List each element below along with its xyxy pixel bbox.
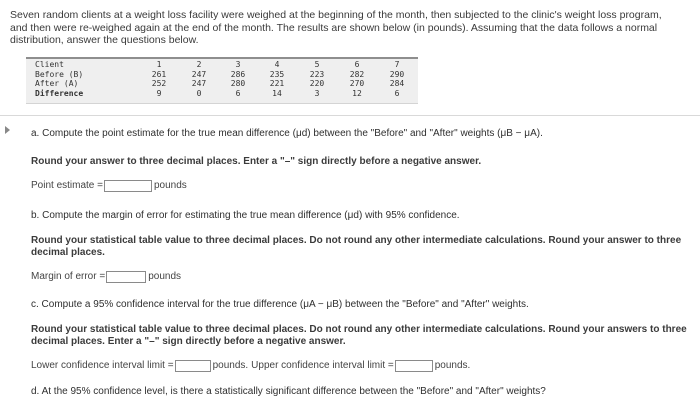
cell-after: 221 bbox=[269, 79, 285, 89]
upper-limit-unit: pounds. bbox=[434, 360, 471, 371]
cell-before: 223 bbox=[309, 69, 325, 79]
row-label-before: Before (B) bbox=[35, 69, 84, 79]
lower-limit-unit: pounds. bbox=[212, 360, 249, 371]
cell-after: 280 bbox=[230, 79, 246, 89]
data-table bbox=[26, 57, 418, 104]
section-divider bbox=[0, 115, 700, 116]
row-label-after: After (A) bbox=[35, 79, 79, 89]
part-c-instruction: Round your statistical table value to three decimal places. Do not round any other intermediate calculations. Round your answers to three decimal places. Enter a "–" sign directly before a negative answer. bbox=[31, 324, 687, 347]
expand-arrow-icon[interactable] bbox=[5, 126, 10, 134]
cell-after: 220 bbox=[309, 79, 325, 89]
part-b-question: b. Compute the margin of error for estimating the true mean difference (μd) with 95% confidence. bbox=[31, 210, 460, 221]
cell-after: 270 bbox=[349, 79, 365, 89]
part-d-question: d. At the 95% confidence level, is there a statistically significant difference between the "Before" and "After" weights? bbox=[31, 386, 546, 397]
point-estimate-input[interactable] bbox=[104, 180, 152, 192]
table-column bbox=[143, 60, 175, 98]
cell-client: 1 bbox=[156, 60, 162, 69]
cell-before: 247 bbox=[191, 69, 207, 79]
lower-limit-label: Lower confidence interval limit = bbox=[31, 360, 174, 371]
part-c-question: c. Compute a 95% confidence interval for the true difference (μA − μB) between the "Before" and "After" weights. bbox=[31, 299, 529, 310]
cell-client: 7 bbox=[394, 60, 400, 69]
cell-difference: 14 bbox=[272, 88, 282, 98]
lower-limit-input[interactable] bbox=[175, 360, 211, 372]
cell-before: 290 bbox=[389, 69, 405, 79]
cell-after: 284 bbox=[389, 79, 405, 89]
margin-of-error-label: Margin of error = bbox=[31, 271, 106, 282]
upper-limit-input[interactable] bbox=[395, 360, 433, 372]
cell-client: 5 bbox=[314, 60, 320, 69]
part-b-instruction: Round your statistical table value to three decimal places. Do not round any other intermediate calculations. Round your answer to three decimal places. bbox=[31, 235, 682, 258]
table-column bbox=[381, 60, 413, 98]
cell-difference: 0 bbox=[196, 88, 202, 98]
margin-of-error-unit: pounds bbox=[148, 271, 182, 282]
row-label-client: Client bbox=[35, 60, 64, 69]
point-estimate-label: Point estimate = bbox=[31, 180, 103, 191]
cell-client: 4 bbox=[274, 60, 280, 69]
part-b-answer-row bbox=[31, 270, 181, 285]
cell-difference: 6 bbox=[235, 88, 241, 98]
cell-difference: 6 bbox=[394, 88, 400, 98]
part-a-answer-row bbox=[31, 179, 187, 194]
upper-limit-label: Upper confidence interval limit = bbox=[251, 360, 394, 371]
part-a-question: a. Compute the point estimate for the true mean difference (μd) between the "Before" and "After" weights (μB − μA). bbox=[31, 128, 543, 139]
cell-difference: 12 bbox=[352, 88, 362, 98]
cell-before: 282 bbox=[349, 69, 365, 79]
part-c-answer-row bbox=[31, 359, 470, 374]
margin-of-error-input[interactable] bbox=[106, 271, 146, 283]
point-estimate-unit: pounds bbox=[153, 180, 187, 191]
table-row-labels bbox=[35, 60, 83, 98]
table-column bbox=[261, 60, 293, 98]
cell-before: 261 bbox=[151, 69, 167, 79]
table-column bbox=[183, 60, 215, 98]
cell-client: 3 bbox=[235, 60, 241, 69]
problem-intro: Seven random clients at a weight loss facility were weighed at the beginning of the month, then subjected to the clinic's weight loss program, and then were re-weighed again at the end of the month. The results are shown below (in pounds). Assuming that the data follows a normal distribution, answer the questions below. bbox=[10, 9, 662, 47]
cell-difference: 3 bbox=[314, 88, 320, 98]
cell-difference: 9 bbox=[156, 88, 162, 98]
cell-after: 247 bbox=[191, 79, 207, 89]
cell-before: 286 bbox=[230, 69, 246, 79]
part-a-instruction: Round your answer to three decimal places. Enter a "–" sign directly before a negative answer. bbox=[31, 156, 482, 167]
cell-client: 6 bbox=[354, 60, 360, 69]
cell-before: 235 bbox=[269, 69, 285, 79]
table-column bbox=[341, 60, 373, 98]
cell-client: 2 bbox=[196, 60, 202, 69]
table-column bbox=[301, 60, 333, 98]
table-column bbox=[222, 60, 254, 98]
row-label-difference: Difference bbox=[35, 88, 84, 98]
cell-after: 252 bbox=[151, 79, 167, 89]
